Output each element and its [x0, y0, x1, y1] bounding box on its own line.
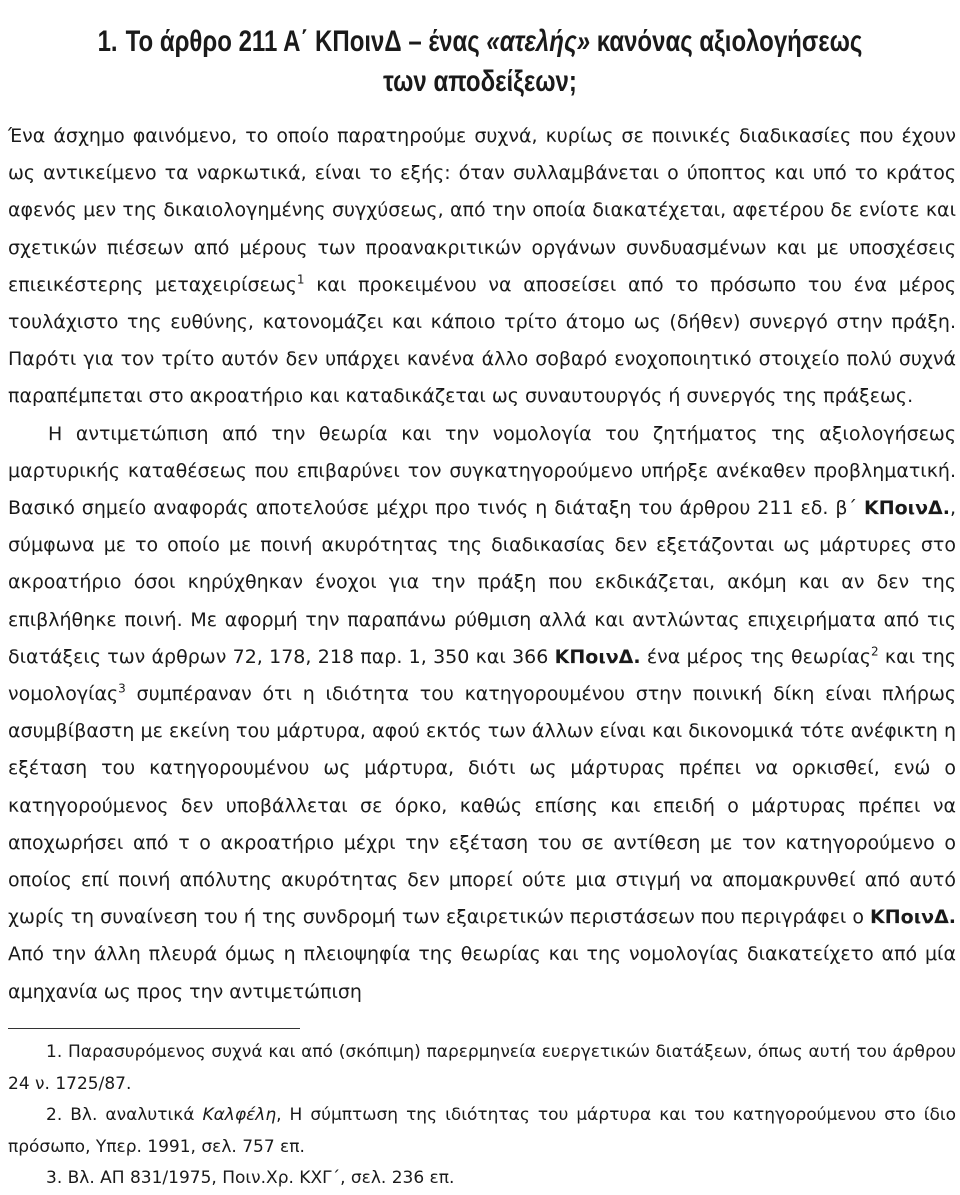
footnote-3: 3. Βλ. ΑΠ 831/1975, Ποιν.Χρ. ΚΧΓ΄, σελ. 236 επ.: [46, 1168, 455, 1188]
footnote-ref-3[interactable]: 3: [118, 681, 126, 696]
paragraph-2-text-f: Από την άλλη πλευρά όμως η πλειοψηφία της θεωρίας και της νομολογίας διακατείχετο από μία αμηχανία ως προς την αντιμετώπιση: [8, 943, 956, 1003]
footnote-2-author: Καλφέλη: [202, 1105, 277, 1125]
paragraph-2: [8, 416, 956, 1011]
code-abbrev-1: ΚΠοινΔ.: [864, 497, 950, 520]
footnote-2-text-a: 2. Βλ. αναλυτικά: [46, 1105, 203, 1125]
heading-title-part-a: Το άρθρο 211 Α΄ ΚΠοινΔ – ένας: [125, 25, 487, 59]
footnote-2-text-b: , Η σύμπτωση της ιδιότητας του μάρτυρα και του κατηγορούμενου στο ίδιο πρόσωπο, Υπερ. 1991, σελ. 757 επ.: [8, 1105, 956, 1157]
heading-title-line2: των αποδείξεων;: [383, 65, 577, 99]
footnote-ref-2[interactable]: 2: [870, 644, 879, 659]
code-abbrev-3: ΚΠοινΔ.: [870, 906, 956, 929]
footnotes: [8, 1037, 956, 1195]
footnote-2: [8, 1100, 956, 1163]
paragraph-2-text-d: και της νομολογίας: [8, 645, 956, 706]
paragraph-2-text-b: , σύμφωνα με το οποίο με ποινή ακυρότητας της διαδικασίας δεν εξετάζονται ως μάρτυρες στο ακροατήριο όσοι κηρύχθηκαν ένοχοι για την πράξη που εκδικάζεται, ακόμη και αν δεν της επιβλήθηκε ποινή. Με αφορμή την παραπάνω ρύθμιση αλλά και αντλώντας επιχειρήματα από τις διατάξεις των άρθρων 72, 178, 218 παρ. 1, 350 και 366: [8, 497, 956, 668]
paragraph-2-text-c: ένα μέρος της θεωρίας: [640, 645, 871, 668]
code-abbrev-2: ΚΠοινΔ.: [554, 645, 641, 668]
paragraph-1-text-b: και προκειμένου να αποσείσει από το πρόσωπο του ένα μέρος τουλάχιστο της ευθύνης, κατονομάζει και κάποιο τρίτο άτομο ως (δήθεν) συνεργό στην πράξη. Παρότι για τον τρίτο αυτόν δεν υπάρχει κανένα άλλο σοβαρό ενοχοποιητικό στοιχείο πολύ συχνά παραπέμπεται στο ακροατήριο και καταδικάζεται ως συναυτουργός ή συνεργός της πράξεως.: [8, 273, 956, 408]
paragraph-2-text-e: συμπέραναν ότι η ιδιότητα του κατηγορουμένου στην ποινική δίκη είναι πλήρως ασυμβίβαστη με εκείνη του μάρτυρα, αφού εκτός των άλλων είναι και δικονομικά τότε ανέφικτη η εξέταση του κατηγορουμένου ως μάρτυρα, διότι ως μάρτυρας πρέπει να ορκισθεί, ενώ ο κατηγορούμενος δεν υποβάλλεται σε όρκο, καθώς επίσης και επειδή ο μάρτυρας πρέπει να αποχωρήσει από τ ο ακροατήριο μέχρι την εξέταση του σε αντίθεση με τον κατηγορούμενο ο οποίος επί ποινή απόλυτης ακυρότητας δεν μπορεί ούτε μια στιγμή να απομακρυνθεί από αυτό χωρίς τη συναίνεση του ή της συνδρομή των εξαιρετικών περιστάσεων που περιγράφει ο: [8, 683, 956, 929]
section-heading: [96, 22, 864, 102]
paragraph-1-text-a: Ένα άσχημο φαινόμενο, το οποίο παρατηρούμε συχνά, κυρίως σε ποινικές διαδικασίες που έχουν ως αντικείμενο τα ναρκωτικά, είναι το εξής: όταν συλλαμβάνεται ο ύποπτος και υπό το κράτος αφενός μεν της δικαιολογημένης συγχύσεως, από την οποία διακατέχεται, αφετέρου δε ενίοτε και σχετικών πιέσεων από μέρους των προανακριτικών οργάνων συνδυασμένων και με υποσχέσεις επιεικέστερης μεταχειρίσεως: [8, 125, 956, 296]
footnote-ref-1[interactable]: 1: [296, 272, 305, 287]
heading-title-italic: «ατελής»: [486, 25, 591, 59]
body-text: [8, 118, 956, 1011]
heading-title-part-b: κανόνας αξιολογήσεως: [590, 25, 863, 59]
paragraph-2-text-a: Η αντιμετώπιση από την θεωρία και την νομολογία του ζητήματος της αξιολογήσεως μαρτυρικής καταθέσεως που επιβαρύνει τον συγκατηγορούμενο υπήρξε ανέκαθεν προβληματική. Βασικό σημείο αναφοράς αποτελούσε μέχρι προ τινός η διάταξη του άρθρου 211 εδ. β΄: [8, 422, 956, 520]
paragraph-1: [8, 118, 956, 416]
section-number: 1.: [97, 25, 118, 59]
footnote-separator: [8, 1028, 300, 1029]
footnote-1: 1. Παρασυρόμενος συχνά και από (σκόπιμη) παρερμηνεία ευεργετικών διατάξεων, όπως αυτή του άρθρου 24 ν. 1725/87.: [8, 1042, 956, 1094]
